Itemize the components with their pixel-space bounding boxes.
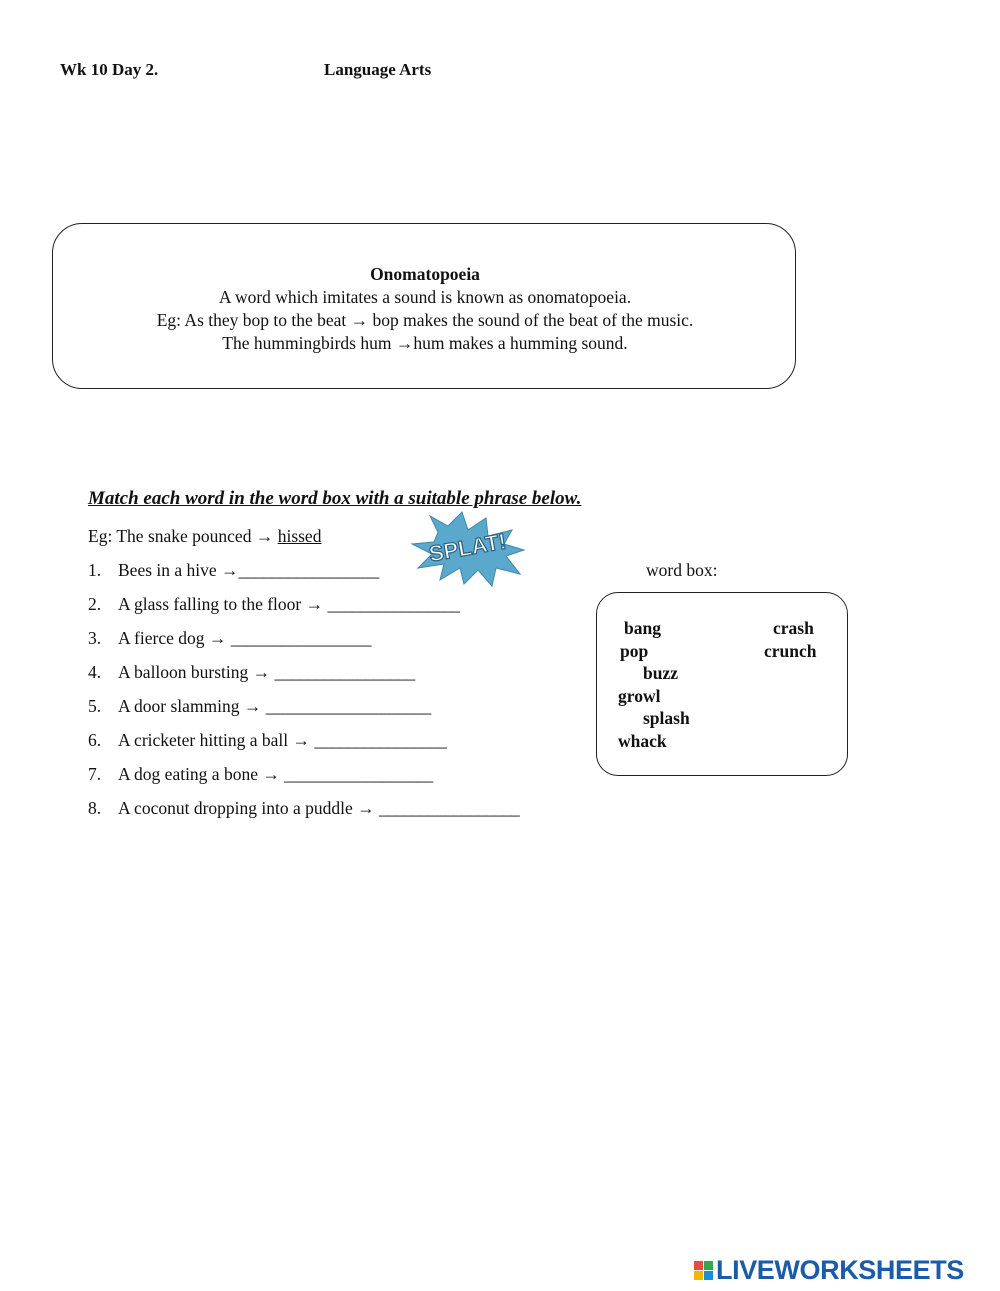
word-box-label: word box:: [646, 560, 718, 580]
question-row: 4. A balloon bursting → _________________: [88, 662, 415, 682]
answer-blank[interactable]: ________________: [327, 594, 460, 614]
header-week-day: Wk 10 Day 2.: [60, 60, 159, 79]
answer-blank[interactable]: ____________________: [265, 696, 431, 716]
word-box-item: pop: [620, 641, 649, 661]
answer-blank[interactable]: _________________: [274, 662, 415, 682]
question-row: 5. A door slamming → ____________________: [88, 696, 431, 716]
definition-line-2: Eg: As they bop to the beat → bop makes the sound of the beat of the music.: [156, 310, 694, 330]
word-box-item: crash: [773, 618, 814, 638]
question-row: 7. A dog eating a bone → __________________: [88, 764, 433, 784]
example-line: [88, 526, 321, 547]
splat-text: SPLAT!: [427, 528, 509, 567]
question-text: A glass falling to the floor →: [118, 594, 324, 614]
question-text: A fierce dog →: [118, 628, 227, 648]
word-box-item: growl: [618, 686, 661, 706]
liveworksheets-logo: [694, 1255, 964, 1286]
question-text: A cricketer hitting a ball →: [118, 730, 310, 750]
question-text: A balloon bursting →: [118, 662, 271, 682]
definition-line-1: A word which imitates a sound is known as onomatopoeia.: [218, 287, 632, 307]
question-row: 3. A fierce dog → _________________: [88, 628, 371, 648]
question-text: A dog eating a bone →: [118, 764, 280, 784]
question-row: 6. A cricketer hitting a ball → ________________: [88, 730, 447, 750]
definition-content: [52, 263, 798, 355]
word-box-item: buzz: [643, 663, 678, 683]
definition-line-3: The hummingbirds hum →hum makes a humming sound.: [222, 333, 628, 353]
logo-tiles-icon: [694, 1261, 713, 1280]
question-text: A door slamming →: [118, 696, 262, 716]
question-text: A coconut dropping into a puddle →: [118, 798, 375, 818]
definition-title: Onomatopoeia: [370, 264, 480, 284]
word-box-item: crunch: [764, 641, 817, 661]
word-box-item: bang: [624, 618, 661, 638]
question-row: 1. Bees in a hive →_________________: [88, 560, 379, 580]
logo-text: LIVEWORKSHEETS: [716, 1255, 964, 1285]
example-prompt: Eg: The snake pounced →: [88, 526, 274, 546]
question-list: [88, 559, 519, 831]
question-row: 2. A glass falling to the floor → ________________: [88, 594, 460, 614]
instructions-heading: Match each word in the word box with a suitable phrase below.: [88, 488, 582, 509]
word-box-item: splash: [643, 708, 690, 728]
answer-blank[interactable]: ________________: [314, 730, 447, 750]
answer-blank[interactable]: _________________: [379, 798, 520, 818]
answer-blank[interactable]: _________________: [238, 560, 379, 580]
header-subject: Language Arts: [324, 60, 432, 79]
question-text: Bees in a hive →: [118, 560, 239, 580]
question-row: 8. A coconut dropping into a puddle → _________________: [88, 798, 520, 818]
answer-blank[interactable]: _________________: [230, 628, 371, 648]
answer-blank[interactable]: __________________: [284, 764, 433, 784]
word-box-item: whack: [618, 731, 667, 751]
example-answer: hissed: [277, 526, 322, 546]
